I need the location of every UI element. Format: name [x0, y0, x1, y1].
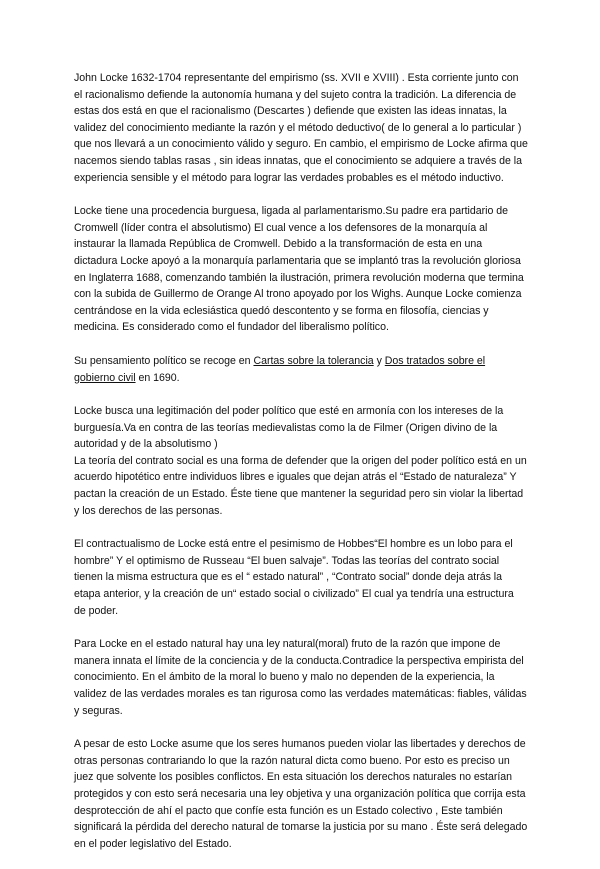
paragraph-biografia: Locke tiene una procedencia burguesa, ligada al parlamentarismo.Su padre era partidario de Cromwell (líder contra el absolutismo) El cual vence a los defensores de la monarquía al instaurar la llamada República de Cromwell. Debido a la transformación de esta en una dictadura Locke apoyó a la monarquía parlamentaria que se implantó tras la revolución gloriosa en Inglaterra 1688, comenzando también la ilustración, primera revolución moderna que termina con la subida de Guillermo de Orange Al trono apoyado por los Wighs. Aunque Locke comienza centrándose en la vida eclesiástica quedó descontento y se forma en filosofía, ciencias y medicina. Es considerado como el fundador del liberalismo político. [74, 205, 524, 334]
obras-prefix: Su pensamiento político se recoge en [74, 354, 254, 367]
cartas-tolerancia-link[interactable]: Cartas sobre la tolerancia [253, 354, 374, 367]
paragraph-estado-natural: Para Locke en el estado natural hay una ley natural(moral) fruto de la razón que impone de manera innata el límite de la conciencia y de la conducta.Contradice la perspectiva empirista del conocimiento. En el ámbito de la moral lo bueno y malo no dependen de la experiencia, la validez de las verdades morales es tan rigurosa como las verdades matemáticas: fiables, válidas y seguras. [74, 638, 527, 717]
obras-suffix: en 1690. [135, 371, 180, 384]
paragraph-contrato-social: La teoría del contrato social es una forma de defender que la origen del poder político está en un acuerdo hipotético entre individuos libres e iguales que dejan atrás el “Estado de naturaleza” Y pactan la creación de un Estado. Éste tiene que mantener la seguridad pero sin violar la libertad y los derechos de las personas. [74, 454, 527, 517]
paragraph-intro-empirismo: John Locke 1632-1704 representante del empirismo (ss. XVII e XVIII) . Esta corriente junto con el racionalismo defiende la autonomía humana y del sujeto contra la tradición. La diferencia de estas dos está en que el racionalismo (Descartes ) defiende que existen las ideas innatas, la validez del conocimiento mediante la razón y el método deductivo( de lo general a lo particular ) que nos llevará a un conocimiento válido y seguro. En cambio, el empirismo de Locke afirma que nacemos siendo tablas rasas , sin ideas innatas, que el conocimiento se adquiere a través de la experiencia sensible y el método para lograr las verdades probables es el método inductivo. [74, 72, 528, 184]
document-body [74, 70, 528, 869]
paragraph-juez-estado: A pesar de esto Locke asume que los seres humanos pueden violar las libertades y derechos de otras personas contrariando lo que la razón natural dicta como bueno. Por esto es preciso un juez que solvente los posibles conflictos. En esta situación los derechos naturales no estarían protegidos y con esto será necesaria una ley objetiva y una organización política que corrija esta desprotección de ahí el pacto que confíe esta función es un Estado colectivo , Este también significará la pérdida del derecho natural de tomarse la justicia por su mano . Éste será delegado en el poder legislativo del Estado. [74, 738, 528, 850]
paragraph-obras [74, 353, 528, 386]
dos-tratados-link[interactable]: Dos tratados sobre el gobierno civil [74, 354, 486, 384]
paragraph-contractualismo: El contractualismo de Locke está entre el pesimismo de Hobbes“El hombre es un lobo para el hombre” Y el optimismo de Russeau “El buen salvaje”. Todas las teorías del contrato social tienen la misma estructura que es el “ estado natural” , “Contrato social” donde deja atrás la etapa anterior, y la creación de un“ estado social o civilizado” El cual ya tendría una estructura de poder. [74, 538, 514, 617]
paragraph-legitimacion: Locke busca una legitimación del poder político que esté en armonía con los intereses de la burguesía.Va en contra de las teorías medievalistas como la de Filmer (Origen divino de la autoridad y de la absolutismo ) [74, 405, 504, 451]
obras-mid: y [373, 354, 385, 367]
